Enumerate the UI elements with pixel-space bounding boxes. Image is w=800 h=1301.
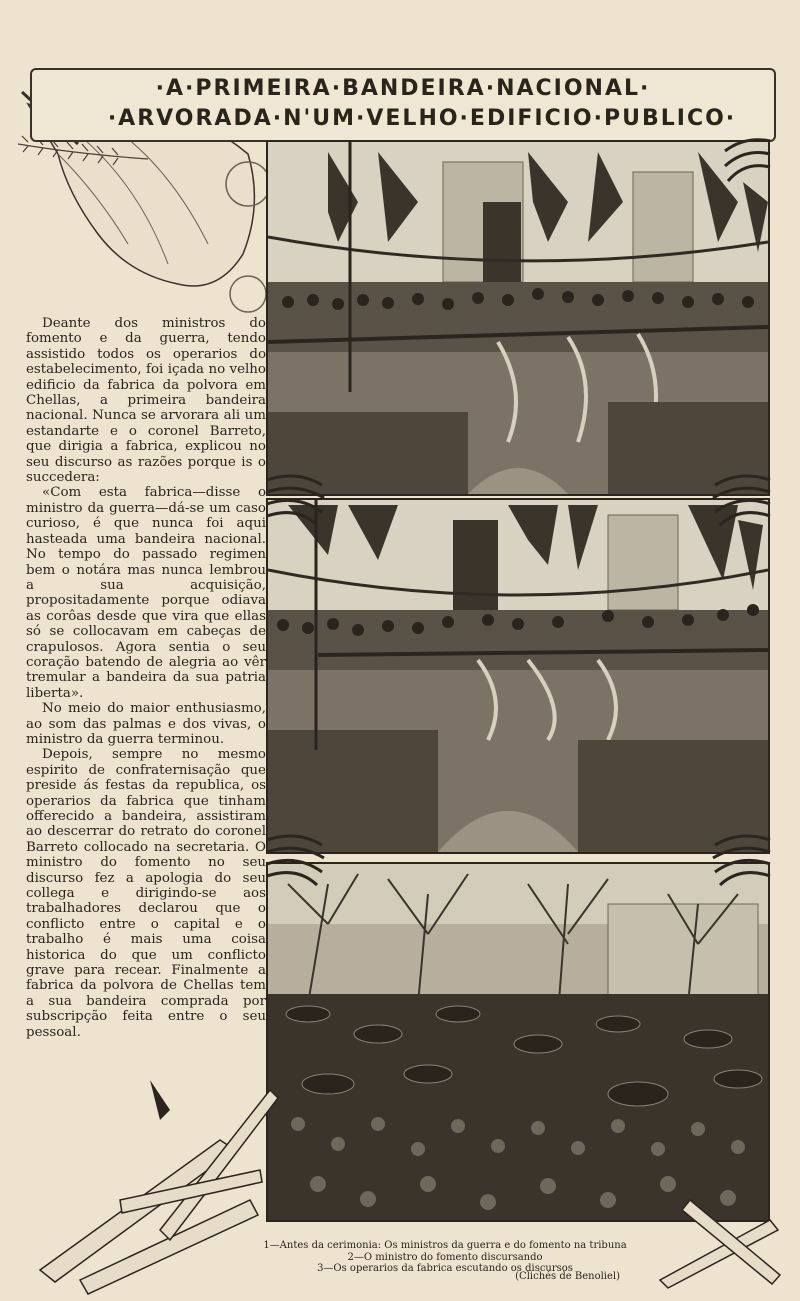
swirl-ornament-icon bbox=[262, 470, 332, 530]
caption-line: 1—Antes da cerimonia: Os ministros da guerra e do fomento na tribuna bbox=[263, 1240, 627, 1251]
cannon-shell-icon bbox=[20, 1050, 280, 1295]
article-paragraph: Depois, sempre no mesmo espirito de confraternisação que preside ás festas da republica, os operarios da fabrica que tinham offerecido a bandeira, assistiram ao descerrar do retrato do coronel Barreto collocado na secretaria. O ministro do fomento no seu discurso fez a apologia do seu collega e dirigindo-se aos trabalhadores declarou que o conflicto entre o capital e o trabalho é mais uma coisa historica do que um conflicto grave para recear. Finalmente a fabrica da polvora de Chellas tem a sua bandeira comprada por subscripção feita entre o seu pessoal. bbox=[26, 747, 266, 1040]
caption-line: 3—Os operarios da fabrica escutando os discursos bbox=[317, 1263, 573, 1274]
page-title-line-1: ·A·PRIMEIRA·BANDEIRA·NACIONAL· bbox=[155, 76, 651, 101]
page-title-line-2: ·ARVORADA·N'UM·VELHO·EDIFICIO·PUBLICO· bbox=[107, 106, 737, 131]
caption-line: 2—O ministro do fomento discursando bbox=[347, 1251, 543, 1263]
article-paragraph: Deante dos ministros do fomento e da guerra, tendo assistido todos os operarios do estabelecimento, foi içada no velho edificio da fabrica da polvora em Chellas, a primeira bandeira nacional. Nunca se arvorara ali um estandarte e o coronel Barreto, que dirigia a fabrica, explicou no seu discurso as razões porque is o succedera: bbox=[26, 316, 266, 486]
swirl-ornament-icon bbox=[705, 470, 775, 530]
article-body bbox=[26, 316, 266, 1040]
article-paragraph: No meio do maior enthusiasmo, ao som das palmas e dos vivas, o ministro da guerra terminou. bbox=[26, 701, 266, 747]
cannon-shell-icon bbox=[650, 1180, 790, 1290]
photo-ceremony-tribune bbox=[266, 140, 770, 496]
photo-captions bbox=[250, 1240, 640, 1275]
photo-workers-crowd bbox=[266, 862, 770, 1222]
swirl-ornament-icon bbox=[720, 136, 775, 196]
photo-minister-speech bbox=[266, 498, 770, 854]
article-paragraph: «Com esta fabrica—disse o ministro da guerra—dá-se um caso curioso, é que nunca foi aqui hasteada uma bandeira nacional. No tempo do passado regimen bem o notára mas nunca lembrou a sua acquisição, propositadamente porque odiava as corôas desde que vira que ellas só se collocavam em cabeças de crapulosos. Agora sentia o seu coração batendo de alegria ao vêr tremular a bandeira da sua patria liberta». bbox=[26, 485, 266, 701]
swirl-ornament-icon bbox=[262, 830, 332, 890]
title-banner bbox=[30, 68, 776, 142]
swirl-ornament-icon bbox=[705, 830, 775, 890]
photo-credit: (Clichés de Benoliel) bbox=[515, 1271, 620, 1282]
